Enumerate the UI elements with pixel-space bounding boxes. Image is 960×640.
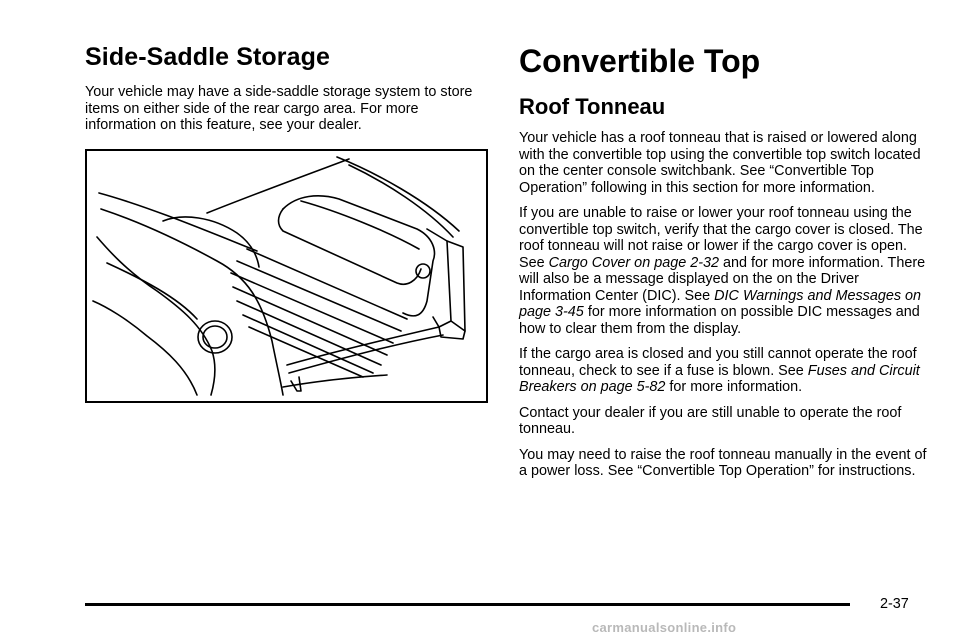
- roof-tonneau-paragraph-5: You may need to raise the roof tonneau manually in the event of a power loss. See “Convertible Top Operation” for instructions.: [519, 446, 927, 479]
- footer-rule: [85, 603, 850, 606]
- roof-tonneau-paragraph-1: Your vehicle has a roof tonneau that is raised or lowered along with the convertible top using the convertible top switch located on the center console switchbank. See “Convertible Top Operation” following in this section for more information.: [519, 130, 921, 196]
- paragraph-2-text-3: for more information on possible DIC messages and how to clear them from the display.: [519, 304, 920, 337]
- left-column: [85, 40, 490, 134]
- side-saddle-storage-drawing: [87, 151, 486, 401]
- fuses-reference[interactable]: Fuses and Circuit Breakers on page 5-82: [519, 362, 920, 395]
- side-saddle-heading: Side-Saddle Storage: [85, 43, 331, 71]
- roof-tonneau-paragraph-4: Contact your dealer if you are still unable to operate the roof tonneau.: [519, 404, 902, 437]
- dic-warnings-reference[interactable]: DIC Warnings and Messages on page 3-45: [519, 287, 922, 320]
- side-saddle-paragraph: Your vehicle may have a side-saddle storage system to store items on either side of the rear cargo area. For more information on this feature, see your dealer.: [85, 84, 473, 133]
- paragraph-3-text-1: If the cargo area is closed and you still cannot operate the roof tonneau, check to see if a fuse is blown. See: [519, 346, 917, 379]
- cargo-area-illustration: [85, 149, 488, 403]
- roof-tonneau-paragraph-3: [519, 346, 934, 396]
- page-number: 2-37: [880, 596, 909, 612]
- roof-tonneau-paragraph-2: [519, 205, 934, 337]
- paragraph-3-text-2: for more information.: [665, 379, 803, 395]
- paragraph-2-text-1: If you are unable to raise or lower your roof tonneau using the convertible top switch, verify that the cargo cover is closed. The roof tonneau will not raise or lower if the cargo cover is open. See: [519, 205, 923, 271]
- convertible-top-heading: Convertible Top: [519, 43, 761, 79]
- roof-tonneau-subheading: Roof Tonneau: [519, 94, 666, 119]
- paragraph-2-text-2: and for more information. There will also be a message displayed on the on the Driver Information Center (DIC). See: [519, 254, 926, 304]
- cargo-cover-reference[interactable]: Cargo Cover on page 2-32: [548, 254, 720, 271]
- site-watermark: carmanualsonline.info: [592, 620, 737, 635]
- right-column: [519, 40, 934, 480]
